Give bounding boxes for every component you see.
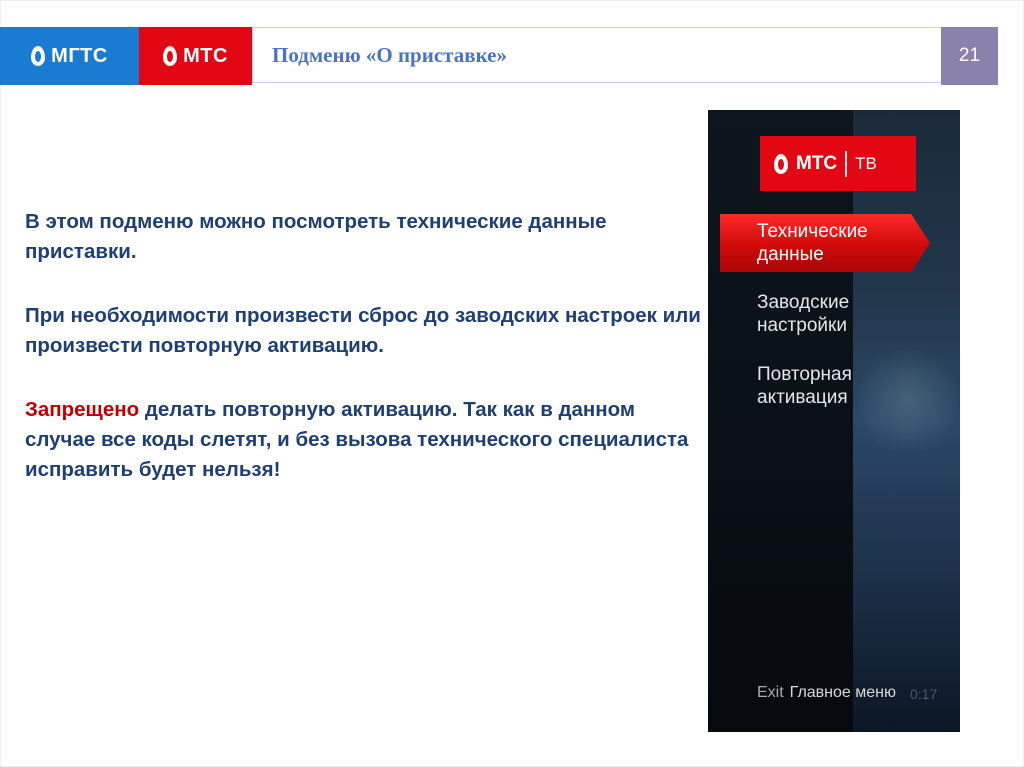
warning-highlight: Запрещено xyxy=(25,398,140,421)
tv-logo-text: МТС xyxy=(796,152,838,174)
mgts-logo xyxy=(0,27,139,85)
warning-text: делать повторную активацию. Так как в данном случае все коды слетят, и без вызова технического специалиста исправить будет нельзя! xyxy=(25,398,689,481)
slide-body xyxy=(25,207,705,519)
mgts-logo-text: МГТС xyxy=(51,44,108,67)
slide-title: Подменю «О приставке» xyxy=(272,43,507,67)
egg-icon xyxy=(31,46,45,66)
menu-item-technical-data[interactable] xyxy=(757,220,868,266)
paragraph-reset: При необходимости произвести сброс до заводских настроек или произвести повторную активацию. xyxy=(25,304,701,357)
tv-logo-suffix: ТВ xyxy=(855,153,877,173)
paragraph-description: В этом подменю можно посмотреть технические данные приставки. xyxy=(25,210,607,263)
menu-item-reactivation[interactable] xyxy=(757,363,852,409)
tv-menu-screenshot xyxy=(708,110,960,732)
mts-logo-text: МТС xyxy=(183,44,228,67)
menu-item-line: Повторная xyxy=(757,364,852,385)
menu-item-line: данные xyxy=(757,244,824,265)
logo-separator xyxy=(845,151,847,177)
exit-key-label: Exit xyxy=(757,684,784,701)
egg-icon xyxy=(774,154,788,174)
paragraph-warning xyxy=(25,395,705,485)
tv-background-glow xyxy=(858,340,958,460)
tv-footer-main-menu[interactable] xyxy=(757,684,896,702)
egg-icon xyxy=(163,46,177,66)
mts-logo xyxy=(139,27,252,85)
tv-clock: 0:17 xyxy=(910,686,938,702)
slide-header xyxy=(0,27,1000,85)
menu-item-factory-settings[interactable] xyxy=(757,291,849,337)
menu-item-line: Технические xyxy=(757,221,868,242)
menu-item-line: Заводские xyxy=(757,292,850,313)
title-bar xyxy=(252,27,942,83)
menu-item-line: активация xyxy=(757,387,848,408)
menu-item-line: настройки xyxy=(757,315,847,336)
mts-tv-logo xyxy=(760,136,916,191)
page-number-badge: 21 xyxy=(941,27,998,85)
main-menu-label: Главное меню xyxy=(789,684,896,701)
